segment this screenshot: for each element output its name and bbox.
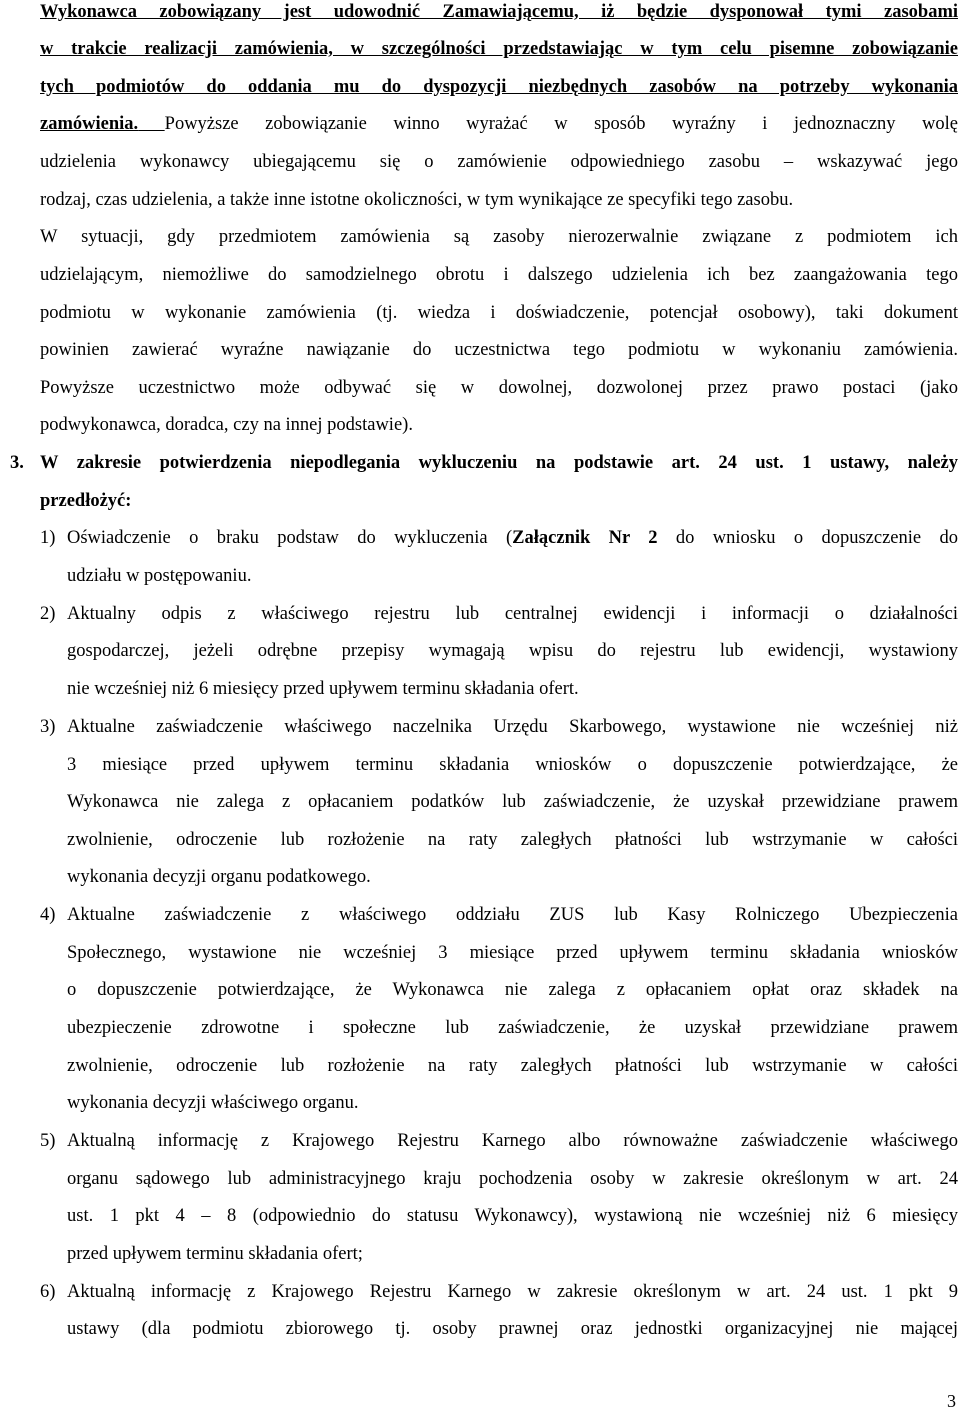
item-1-line-1: [67, 527, 958, 549]
item-5-line-4: przed upływem terminu składania ofert;: [67, 1244, 363, 1264]
para1-line-7: W sytuacji, gdy przedmiotem zamówienia są zasoby nierozerwalnie związane z podmiotem ich: [40, 227, 958, 247]
item-3-line-1: Aktualne zaświadczenie właściwego naczelnika Urzędu Skarbowego, wystawione nie wcześniej niż: [67, 717, 958, 737]
item-4-line-1: Aktualne zaświadczenie z właściwego oddziału ZUS lub Kasy Rolniczego Ubezpieczenia: [67, 905, 958, 925]
para1-line-1: Wykonawca zobowiązany jest udowodnić Zamawiającemu, iż będzie dysponował tymi zasobami: [40, 2, 958, 22]
item-1-text-c: do wniosku o dopuszczenie do: [657, 528, 958, 548]
item-2-number: 2): [40, 604, 56, 624]
item-2-line-3: nie wcześniej niż 6 miesięcy przed upływem terminu składania ofert.: [67, 679, 579, 699]
para1-line-4-bold: zamówienia.: [40, 114, 139, 134]
item-4-line-5: zwolnienie, odroczenie lub rozłożenie na raty zaległych płatności lub wstrzymanie w całości: [67, 1056, 958, 1076]
item-5-line-2: organu sądowego lub administracyjnego kraju pochodzenia osoby w zakresie określonym w art. 24: [67, 1169, 958, 1189]
para1-line-12: podwykonawca, doradca, czy na innej podstawie).: [40, 415, 413, 435]
para1-line-8: udzielającym, niemożliwe do samodzielnego obrotu i dalszego udzielenia ich bez zaangażowania tego: [40, 265, 958, 285]
item-2-line-1: Aktualny odpis z właściwego rejestru lub centralnej ewidencji i informacji o działalności: [67, 604, 958, 624]
item-3-line-3: Wykonawca nie zalega z opłacaniem podatków lub zaświadczenie, że uzyskał przewidziane prawem: [67, 792, 958, 812]
item-1-text-a: Oświadczenie o braku podstaw do wykluczenia (: [67, 528, 513, 548]
item-5-line-3: ust. 1 pkt 4 – 8 (odpowiednio do statusu Wykonawcy), wystawioną nie wcześniej niż 6 miesięcy: [67, 1206, 958, 1226]
item-2-line-2: gospodarczej, jeżeli odrębne przepisy wymagają wpisu do rejestru lub ewidencji, wystawiony: [67, 641, 958, 661]
page-number: 3: [947, 1391, 956, 1411]
item-1-line-2: udziału w postępowaniu.: [67, 566, 252, 586]
item-4-line-4: ubezpieczenie zdrowotne i społeczne lub zaświadczenie, że uzyskał przewidziane prawem: [67, 1018, 958, 1038]
item-4-line-3: o dopuszczenie potwierdzające, że Wykonawca nie zalega z opłacaniem opłat oraz składek na: [67, 980, 958, 1000]
item-4-line-6: wykonania decyzji właściwego organu.: [67, 1093, 359, 1113]
para1-line-6: rodzaj, czas udzielenia, a także inne istotne okoliczności, w tym wynikające ze specyfiki tego zasobu.: [40, 190, 794, 210]
item-3-line-5: wykonania decyzji organu podatkowego.: [67, 867, 371, 887]
item-3-line-4: zwolnienie, odroczenie lub rozłożenie na raty zaległych płatności lub wstrzymanie w całości: [67, 830, 958, 850]
para1-line-9: podmiotu w wykonanie zamówienia (tj. wiedza i doświadczenie, potencjał osobowy), taki dokument: [40, 303, 958, 323]
section-3-heading-line-1: W zakresie potwierdzenia niepodlegania wykluczeniu na podstawie art. 24 ust. 1 ustawy, należy: [40, 453, 958, 473]
para1-line-11: Powyższe uczestnictwo może odbywać się w dowolnej, dozwolonej przez prawo postaci (jako: [40, 378, 958, 398]
item-5-line-1: Aktualną informację z Krajowego Rejestru Karnego albo równoważne zaświadczenie właściwego: [67, 1131, 958, 1151]
section-3-heading-line-2: przedłożyć:: [40, 491, 132, 511]
item-4-number: 4): [40, 905, 56, 925]
para1-line-2: w trakcie realizacji zamówienia, w szczególności przedstawiając w tym celu pisemne zobowiązanie: [40, 39, 958, 59]
item-1-number: 1): [40, 528, 56, 548]
para1-line-4-space: [138, 114, 165, 134]
item-5-number: 5): [40, 1131, 56, 1151]
para1-line-5: udzielenia wykonawcy ubiegającemu się o zamówienie odpowiedniego zasobu – wskazywać jego: [40, 152, 958, 172]
para1-line-4-rest: Powyższe zobowiązanie winno wyrażać w sposób wyraźny i jednoznaczny wolę: [164, 114, 959, 134]
section-3-number: 3.: [10, 453, 24, 473]
item-6-line-1: Aktualną informację z Krajowego Rejestru Karnego w zakresie określonym w art. 24 ust. 1 pkt 9: [67, 1282, 958, 1302]
item-4-line-2: Społecznego, wystawione nie wcześniej 3 miesiące przed upływem terminu składania wniosków: [67, 943, 958, 963]
para1-line-3: tych podmiotów do oddania mu do dyspozycji niezbędnych zasobów na potrzeby wykonania: [40, 77, 958, 97]
item-3-line-2: 3 miesiące przed upływem terminu składania wniosków o dopuszczenie potwierdzające, że: [67, 755, 958, 775]
para1-line-4: [40, 113, 958, 135]
para1-line-10: powinien zawierać wyraźne nawiązanie do uczestnictwa tego podmiotu w wykonaniu zamówienia.: [40, 340, 958, 360]
item-6-number: 6): [40, 1282, 56, 1302]
item-1-attachment-ref: Załącznik Nr 2: [512, 528, 658, 548]
item-6-line-2: ustawy (dla podmiotu zbiorowego tj. osoby prawnej oraz jednostki organizacyjnej nie mającej: [67, 1319, 958, 1339]
item-3-number: 3): [40, 717, 56, 737]
